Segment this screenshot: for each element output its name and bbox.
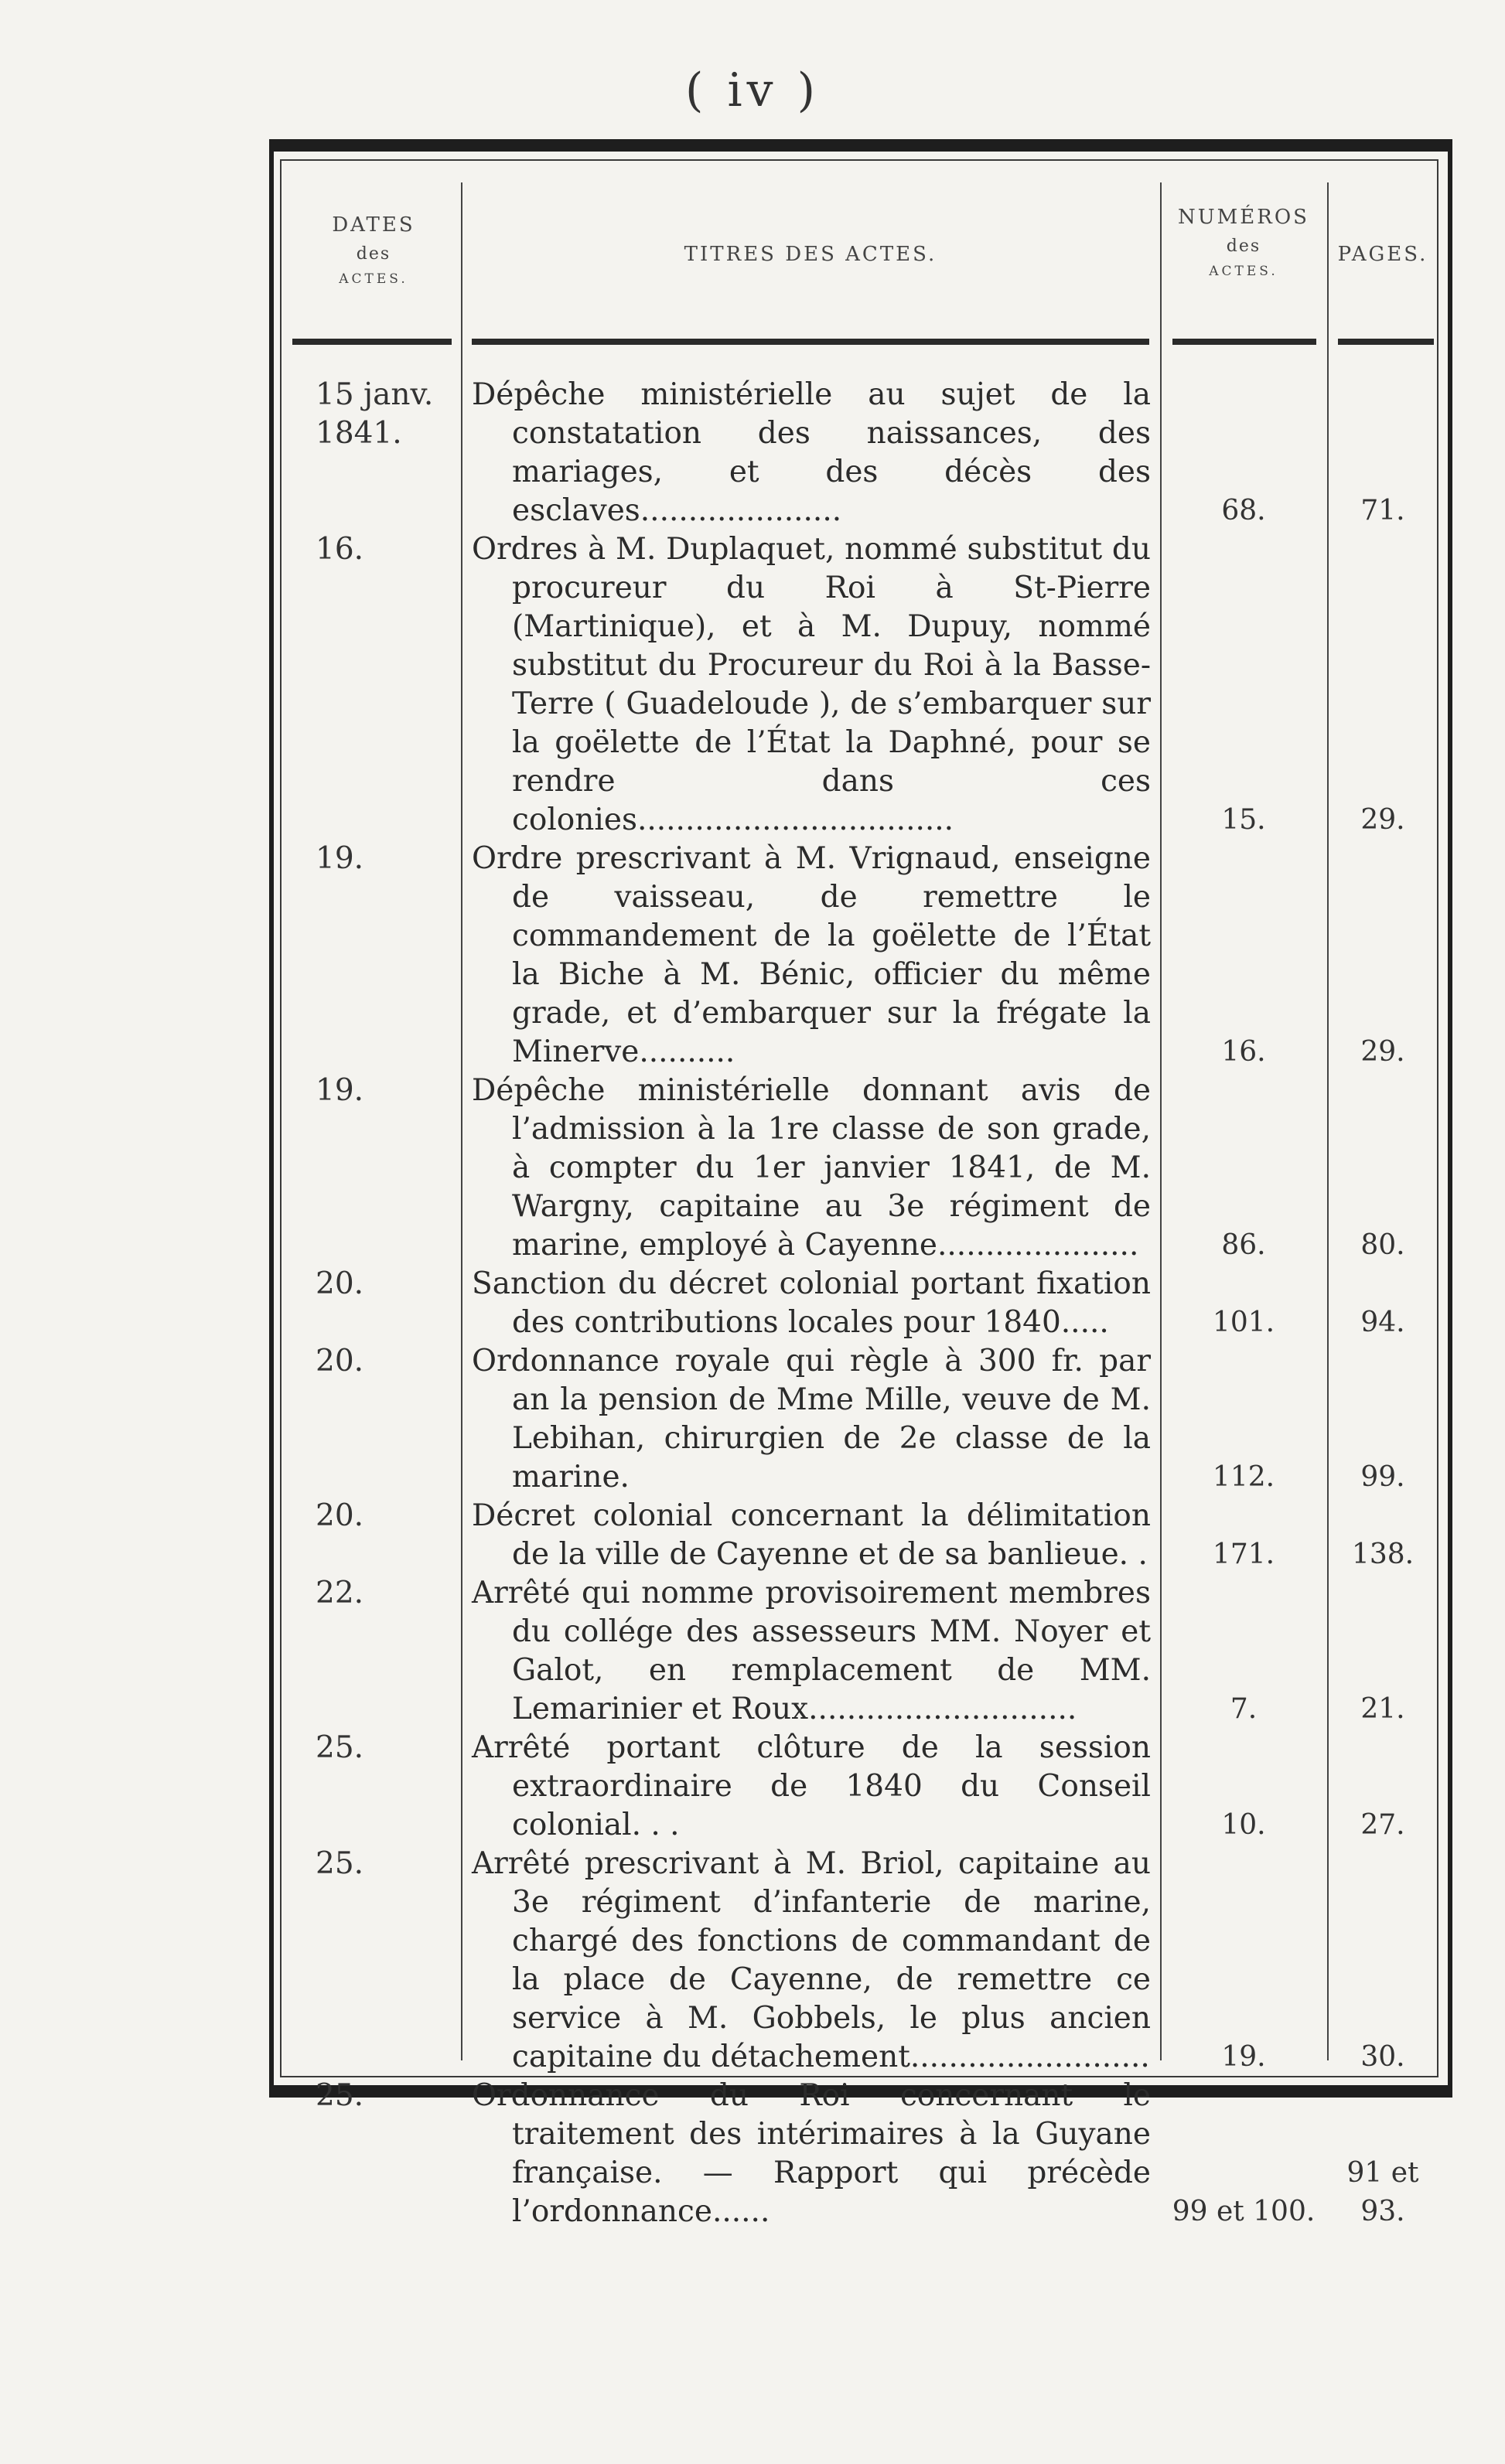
row-number: 86. (1221, 1229, 1266, 1261)
header-pages-label: PAGES. (1337, 243, 1428, 266)
row-page: 29. (1360, 804, 1405, 836)
row-date: 19. (316, 841, 364, 876)
table-row (274, 376, 1448, 530)
table-row (274, 1845, 1448, 2077)
row-date: 15 janv. 1841. (316, 377, 434, 451)
row-title: Ordonnance royale qui règle à 300 fr. par an la pension de Mme Mille, veuve de M. Lebihan, chirurgien de 2e classe de la marine. (472, 1344, 1151, 1494)
header-dates-line3: ACTES. (339, 271, 408, 287)
table-row (274, 840, 1448, 1072)
table-row (274, 1342, 1448, 1497)
table-row (274, 1265, 1448, 1342)
row-number: 15. (1221, 804, 1266, 836)
row-page: 91 et 93. (1346, 2157, 1419, 2227)
header-titles-label: TITRES DES ACTES. (684, 243, 937, 266)
row-page: 27. (1360, 1809, 1405, 1841)
row-number: 101. (1212, 1307, 1275, 1338)
header-numbers-line3: ACTES. (1209, 264, 1278, 279)
row-number: 112. (1212, 1461, 1275, 1493)
row-date: 16. (316, 532, 364, 567)
row-title: Arrêté qui nomme provisoirement membres du collége des assesseurs MM. Noyer et Galot, en remplacement de MM. Lemarinier et Roux............................ (472, 1576, 1151, 1726)
header-dates-line2: des (356, 244, 391, 264)
row-title: Décret colonial concernant la délimitation de la ville de Cayenne et de sa banlieue. . (472, 1498, 1151, 1572)
header-numbers (1163, 206, 1324, 279)
table-body (274, 376, 1448, 2231)
row-number: 7. (1230, 1693, 1258, 1725)
row-date: 20. (316, 1344, 364, 1379)
row-page: 30. (1360, 2041, 1405, 2073)
row-date: 20. (316, 1266, 364, 1301)
row-title: Dépêche ministérielle donnant avis de l’admission à la 1re classe de son grade, à compter du 1er janvier 1841, de M. Wargny, capitaine au 3e régiment de marine, employé à Cayenne..................... (472, 1073, 1151, 1263)
table-row (274, 2077, 1448, 2231)
row-title: Sanction du décret colonial portant fixation des contributions locales pour 1840..... (472, 1266, 1151, 1340)
header-rule (1172, 339, 1316, 345)
row-page: 138. (1351, 1539, 1415, 1570)
row-number: 19. (1221, 2041, 1266, 2073)
header-rule (1338, 339, 1434, 345)
table-row (274, 1072, 1448, 1265)
header-pages (1330, 243, 1435, 266)
row-number: 171. (1212, 1539, 1275, 1570)
row-date: 19. (316, 1073, 364, 1108)
header-numbers-line1: NUMÉROS (1178, 206, 1309, 229)
row-title: Arrêté portant clôture de la session extraordinaire de 1840 du Conseil colonial. . . (472, 1730, 1151, 1842)
header-dates-line1: DATES (332, 213, 415, 237)
row-title: Arrêté prescrivant à M. Briol, capitaine au 3e régiment d’infanterie de marine, chargé des fonctions de commandant de la place de Cayenne, de remettre ce service à M. Gobbels, le plus ancien capitaine du détachement......................... (472, 1846, 1151, 2074)
row-number: 16. (1221, 1036, 1266, 1068)
header-rule (472, 339, 1149, 345)
row-date: 20. (316, 1498, 364, 1533)
row-number: 68. (1221, 495, 1266, 527)
row-date: 25. (316, 1846, 364, 1881)
table-row (274, 530, 1448, 840)
acts-table (269, 139, 1452, 2229)
page-number: ( iv ) (684, 63, 821, 118)
header-rule (292, 339, 452, 345)
row-page: 71. (1360, 495, 1405, 527)
table-row (274, 1729, 1448, 1845)
row-title: Ordonnance du Roi concernant le traitement des intérimaires à la Guyane française. — Rapport qui précède l’ordonnance...... (472, 2078, 1151, 2229)
row-page: 21. (1360, 1693, 1405, 1725)
row-number: 99 et 100. (1172, 2196, 1316, 2227)
row-title: Ordres à M. Duplaquet, nommé substitut du procureur du Roi à St-Pierre (Martinique), et à M. Dupuy, nommé substitut du Procureur du Roi à la Basse-Terre ( Guadeloude ), de s’embarquer sur la goëlette de l’État la Daphné, pour se rendre dans ces colonies................................. (472, 532, 1151, 837)
header-titles (472, 243, 1149, 266)
table-row (274, 1574, 1448, 1729)
table-row (274, 1497, 1448, 1574)
row-page: 29. (1360, 1036, 1405, 1068)
row-title: Dépêche ministérielle au sujet de la constatation des naissances, des mariages, et des décès des esclaves..................... (472, 377, 1151, 528)
header-dates (292, 213, 455, 287)
row-page: 80. (1360, 1229, 1405, 1261)
header-numbers-line2: des (1226, 237, 1261, 256)
row-date: 25. (316, 2078, 364, 2113)
row-date: 22. (316, 1576, 364, 1610)
row-title: Ordre prescrivant à M. Vrignaud, enseigne de vaisseau, de remettre le commandement de la goëlette de l’État la Biche à M. Bénic, officier du même grade, et d’embarquer sur la frégate la Minerve.......... (472, 841, 1151, 1069)
row-number: 10. (1221, 1809, 1266, 1841)
row-date: 25. (316, 1730, 364, 1765)
row-page: 99. (1360, 1461, 1405, 1493)
row-page: 94. (1360, 1307, 1405, 1338)
